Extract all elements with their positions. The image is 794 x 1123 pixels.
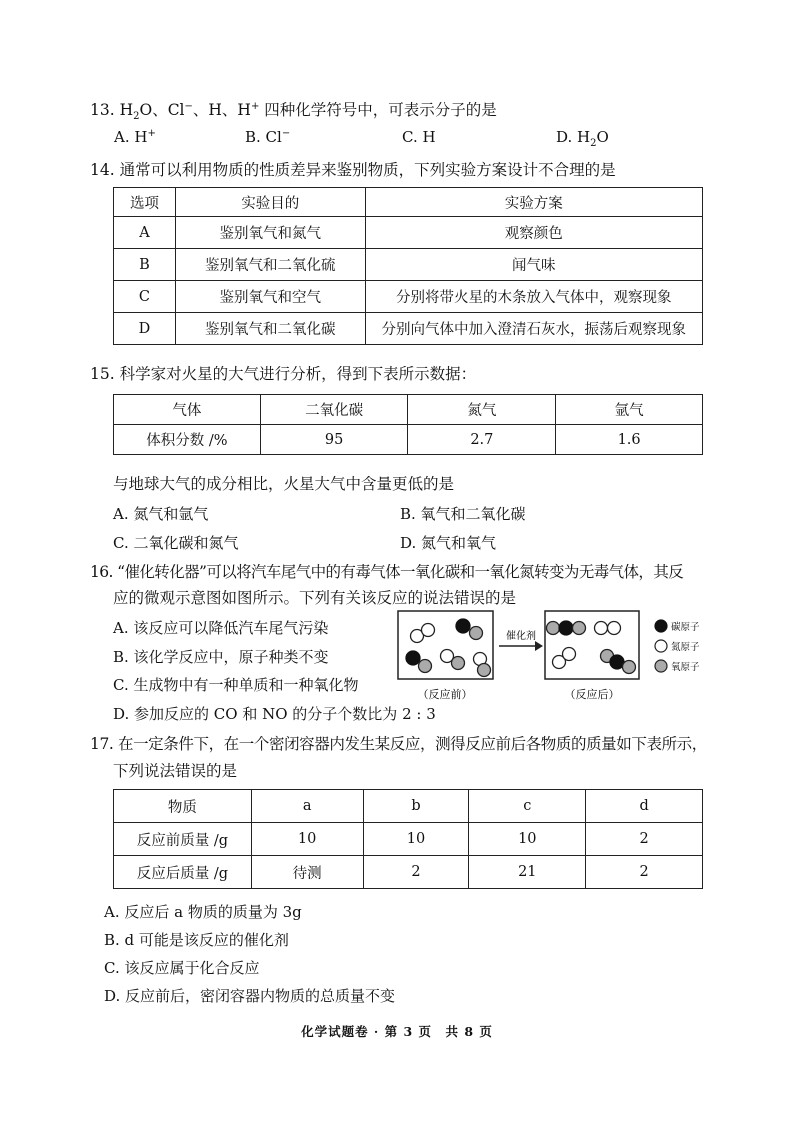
q15-option-b: B. 氧气和二氧化碳 bbox=[400, 505, 526, 523]
table-cell: 分别将带火星的木条放入气体中，观察现象 bbox=[365, 281, 702, 313]
table-cell: 鉴别氧气和二氧化硫 bbox=[175, 249, 365, 281]
page-footer: 化学试题卷 · 第 3 页 共 8 页 bbox=[301, 1024, 493, 1039]
header-cell: 二氧化碳 bbox=[260, 395, 408, 425]
table-header-row bbox=[114, 790, 703, 823]
oxygen-atom-icon bbox=[655, 660, 667, 672]
q15-option-a: A. 氮气和氩气 bbox=[113, 505, 209, 523]
q15-option-c: C. 二氧化碳和氮气 bbox=[113, 534, 239, 552]
q15-table bbox=[113, 394, 703, 455]
header-cell: 实验目的 bbox=[175, 188, 365, 217]
table-cell: 1.6 bbox=[556, 425, 703, 455]
q16-option-d: D. 参加反应的 CO 和 NO 的分子个数比为 2 : 3 bbox=[113, 705, 436, 723]
table-cell: 反应前质量 /g bbox=[114, 823, 252, 856]
table-cell: 鉴别氧气和二氧化碳 bbox=[175, 313, 365, 345]
q13-stem: 13. $H_2O$、Cl−、H、H+ 四种化学符号中，可表示分子的是 bbox=[90, 100, 497, 123]
table-cell: 2 bbox=[586, 823, 703, 856]
q13-option-a: A. H+ bbox=[114, 128, 156, 146]
q15-option-d: D. 氮气和氧气 bbox=[400, 534, 497, 552]
table-cell: 10 bbox=[363, 823, 469, 856]
table-cell: 分别向气体中加入澄清石灰水，振荡后观察现象 bbox=[365, 313, 702, 345]
after-caption: （反应后） bbox=[564, 688, 620, 701]
q14-table bbox=[113, 187, 703, 345]
table-cell: 2 bbox=[586, 856, 703, 889]
header-cell: 氮气 bbox=[408, 395, 556, 425]
carbon-atom-icon bbox=[655, 620, 667, 632]
table-cell: 2 bbox=[363, 856, 469, 889]
table-cell: 鉴别氧气和空气 bbox=[175, 281, 365, 313]
table-cell: 10 bbox=[251, 823, 363, 856]
nitrogen-atom-icon bbox=[655, 640, 667, 652]
table-cell: 10 bbox=[469, 823, 586, 856]
q13-option-b: B. Cl− bbox=[245, 128, 291, 146]
q17-option-d: D. 反应前后，密闭容器内物质的总质量不变 bbox=[104, 987, 396, 1005]
legend-oxygen: 氧原子 bbox=[671, 662, 700, 673]
table-cell: 观察颜色 bbox=[365, 217, 702, 249]
table-cell: 反应后质量 /g bbox=[114, 856, 252, 889]
q16-option-a: A. 该反应可以降低汽车尾气污染 bbox=[113, 619, 329, 637]
after-molecules bbox=[547, 621, 636, 674]
arrow-head bbox=[535, 641, 543, 651]
table-header-row bbox=[114, 395, 703, 425]
q15-question: 与地球大气的成分相比，火星大气中含量更低的是 bbox=[113, 475, 455, 493]
header-cell: c bbox=[469, 790, 586, 823]
before-molecules bbox=[406, 619, 491, 677]
legend-carbon: 碳原子 bbox=[671, 622, 700, 633]
q16-stem-line2: 应的微观示意图如图所示。下列有关该反应的说法错误的是 bbox=[113, 589, 517, 607]
table-row bbox=[114, 313, 703, 345]
table-row bbox=[114, 425, 703, 455]
table-row bbox=[114, 281, 703, 313]
q14-stem: 14. 通常可以利用物质的性质差异来鉴别物质，下列实验方案设计不合理的是 bbox=[90, 161, 616, 179]
header-cell: 选项 bbox=[114, 188, 176, 217]
header-cell: d bbox=[586, 790, 703, 823]
table-cell: B bbox=[114, 249, 176, 281]
table-cell: 95 bbox=[260, 425, 408, 455]
header-cell: 物质 bbox=[114, 790, 252, 823]
table-cell: 体积分数 /% bbox=[114, 425, 261, 455]
header-cell: 实验方案 bbox=[365, 188, 702, 217]
q16-option-b: B. 该化学反应中，原子种类不变 bbox=[113, 648, 329, 666]
table-cell: D bbox=[114, 313, 176, 345]
table-cell: 鉴别氧气和氮气 bbox=[175, 217, 365, 249]
table-cell: 待测 bbox=[251, 856, 363, 889]
before-caption: （反应前） bbox=[417, 688, 473, 701]
table-cell: A bbox=[114, 217, 176, 249]
table-header-row bbox=[114, 188, 703, 217]
q16-stem-line1: 16. “催化转化器”可以将汽车尾气中的有毒气体一氧化碳和一氧化氮转变为无毒气体，其反 bbox=[90, 563, 684, 581]
table-row bbox=[114, 823, 703, 856]
q15-stem: 15. 科学家对火星的大气进行分析，得到下表所示数据： bbox=[90, 365, 477, 383]
table-row bbox=[114, 217, 703, 249]
table-cell: C bbox=[114, 281, 176, 313]
header-cell: 气体 bbox=[114, 395, 261, 425]
table-row bbox=[114, 249, 703, 281]
table-row bbox=[114, 856, 703, 889]
table-cell: 2.7 bbox=[408, 425, 556, 455]
q17-table bbox=[113, 789, 703, 889]
q16-option-c: C. 生成物中有一种单质和一种氧化物 bbox=[113, 676, 359, 694]
header-cell: 氩气 bbox=[556, 395, 703, 425]
q17-stem-line2: 下列说法错误的是 bbox=[113, 762, 238, 780]
legend-nitrogen: 氮原子 bbox=[671, 642, 700, 653]
table-cell: 21 bbox=[469, 856, 586, 889]
q17-option-c: C. 该反应属于化合反应 bbox=[104, 959, 260, 977]
reaction-diagram bbox=[395, 606, 705, 706]
q13-option-d: D. $H_2O$ bbox=[556, 128, 609, 149]
q13-option-c: C. H bbox=[402, 128, 436, 146]
table-cell: 闻气味 bbox=[365, 249, 702, 281]
q17-stem-line1: 17. 在一定条件下，在一个密闭容器内发生某反应，测得反应前后各物质的质量如下表所示， bbox=[90, 735, 707, 753]
header-cell: a bbox=[251, 790, 363, 823]
catalyst-label: 催化剂 bbox=[506, 631, 536, 642]
q17-option-a: A. 反应后 a 物质的质量为 3g bbox=[104, 903, 302, 921]
header-cell: b bbox=[363, 790, 469, 823]
q17-option-b: B. d 可能是该反应的催化剂 bbox=[104, 931, 289, 949]
